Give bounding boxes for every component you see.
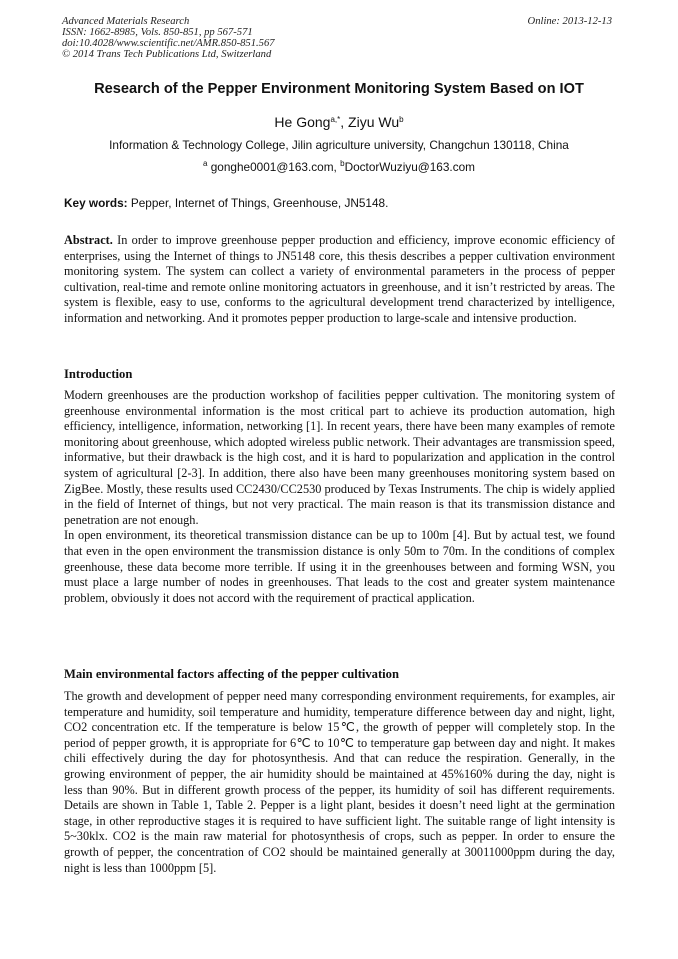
paragraph: The growth and development of pepper need many corresponding environment requirements, for examples, air temperature and humidity, soil temperature and humidity, temperature difference between day and night, light, CO2 concentration etc. If the temperature is below 15℃, the growth of pepper will completely stop. In the period of pepper growth, it is appropriate for 6℃ to 10℃ to temperature gap between day and night. It makes chili effectively during the day for photosynthesis. And that can reduce the respiration. Generally, in the growing environment of pepper, the air humidity should be maintained at 45%160% during the day, night is less than 90%. But in different growth process of the pepper, its humidity of soil has different requirements. Details are shown in Table 1, Table 2. Pepper is a light plant, besides it doesn’t need light at the germination stage, in other reproductive stages it is required to have sufficient light. The suitable range of light intensity is 5~30klx. CO2 is the main raw material for photosynthesis of crops, such as pepper. In order to ensure the growth of pepper, the concentration of CO2 should be maintained generally at 30011000ppm during the day, night is less than 1000ppm [5]. <box>64 689 615 875</box>
paper-title: Research of the Pepper Environment Monitoring System Based on IOT <box>94 81 584 97</box>
keywords-label: Key words: <box>64 196 128 210</box>
author-name: Ziyu Wu <box>348 114 400 130</box>
paragraph: Modern greenhouses are the production workshop of facilities pepper cultivation. The monitoring system of greenhouse environmental information is the most critical part to achieve its production automation, high efficiency, intelligence, information, networking [1]. In recent years, there have been many examples of remote monitoring about greenhouse, which adopted wireless public network. Their advantages are transmission speed, informative, but their drawback is the high cost, and it is hard to popularization and application in the control system of agricultural [2-3]. In addition, there also have been many greenhouses monitoring system based on ZigBee. Mostly, these results used CC2430/CC2530 produced by Texas Instruments. The chip is widely applied in the field of Internet of things, but not very practical. The main reason is that its transmission distance and penetration are not enough. <box>64 388 615 527</box>
introduction-section <box>64 388 615 606</box>
author-affiliation-mark: b <box>399 115 404 124</box>
abstract-label: Abstract. <box>64 233 113 247</box>
issn-line: ISSN: 1662-8985, Vols. 850-851, pp 567-571 <box>62 27 253 38</box>
journal-name: Advanced Materials Research <box>62 16 190 27</box>
email-mark: b <box>340 159 345 168</box>
email-link[interactable]: gonghe0001@163.com, <box>210 160 337 174</box>
keywords <box>64 196 624 211</box>
abstract-text: In order to improve greenhouse pepper production and efficiency, improve economic efficiency of enterprises, using the Internet of things to JN5148 core, this thesis describes a pepper cultivation environment monitoring system. The system can collect a variety of environmental parameters in the process of pepper cultivation, real-time and remote online monitoring actuators in greenhouse, and it isn’t restricted by areas. The system is flexible, easy to use, conforms to the agricultural development trend characterized by intelligence, information and networking. And it promotes pepper production to large-scale and intensive production. <box>64 233 616 325</box>
paragraph: In open environment, its theoretical transmission distance can be up to 100m [4]. But by actual test, we found that even in the open environment the transmission distance is only 50m to 70m. In the conditions of complex greenhouse, these data become more terrible. If using it in the greenhouses between and forming WSN, you must place a large number of nodes in greenhouses. That leads to the cost and greater system maintenance problem, obviously it does not accord with the requirement of practical application. <box>64 528 615 605</box>
main-factors-section <box>64 689 615 876</box>
affiliation: Information & Technology College, Jilin agriculture university, Changchun 130118, China <box>109 138 569 152</box>
journal-header <box>62 16 275 60</box>
author-separator: , <box>340 114 349 130</box>
author-line <box>40 114 638 131</box>
section-heading-introduction: Introduction <box>64 367 133 381</box>
author-name: He Gong <box>274 114 331 130</box>
email-link[interactable]: DoctorWuziyu@163.com <box>344 160 475 174</box>
email-line <box>40 160 638 175</box>
author-affiliation-mark: a,* <box>330 115 341 124</box>
section-heading-main-factors: Main environmental factors affecting of the pepper cultivation <box>64 667 399 681</box>
keywords-text: Pepper, Internet of Things, Greenhouse, JN5148. <box>130 196 389 210</box>
doi-line: doi:10.4028/www.scientific.net/AMR.850-851.567 <box>62 38 275 49</box>
copyright-line: © 2014 Trans Tech Publications Ltd, Switzerland <box>62 49 272 60</box>
online-date: Online: 2013-12-13 <box>527 16 612 27</box>
abstract <box>64 233 615 327</box>
email-mark: a <box>202 159 208 168</box>
